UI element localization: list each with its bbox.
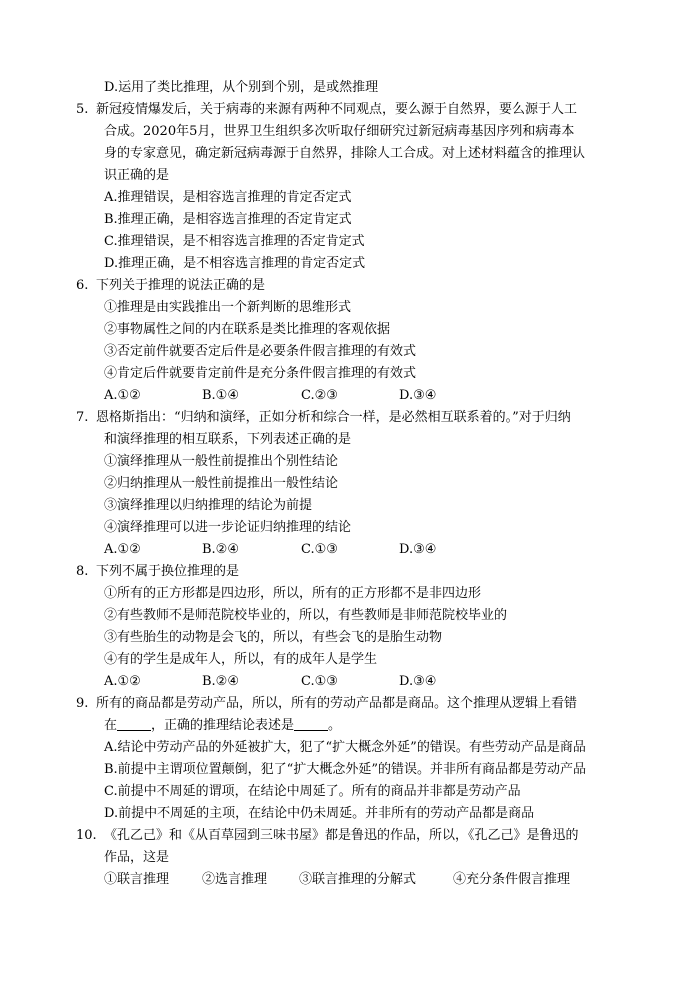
q5-option-c: C.推理错误，是不相容选言推理的否定肯定式 <box>104 234 365 249</box>
q9-stem-part-c: 。 <box>328 718 342 733</box>
q10-number: 10. <box>76 828 97 843</box>
q8-option-d: D.③④ <box>399 674 437 689</box>
q8-statement-2: ②有些教师不是师范院校毕业的，所以，有些教师是非师范院校毕业的 <box>104 608 508 623</box>
q5-option-b: B.推理正确，是相容选言推理的否定肯定式 <box>104 212 352 227</box>
q6-option-c: C.②③ <box>301 388 338 403</box>
q6-option-d: D.③④ <box>399 388 437 403</box>
q10-option-4: ④充分条件假言推理 <box>453 872 571 887</box>
answer-blank-2 <box>294 716 328 731</box>
q7-stem-line-2: 和演绎推理的相互联系，下列表述正确的是 <box>104 432 352 447</box>
q7-statement-3: ③演绎推理以归纳推理的结论为前提 <box>104 498 313 513</box>
q9-option-b: B.前提中主谓项位置颠倒，犯了“扩大概念外延”的错误。并非所有商品都是劳动产品 <box>104 762 586 777</box>
q7-option-c: C.①③ <box>301 542 338 557</box>
q6-stem: 下列关于推理的说法正确的是 <box>96 278 266 293</box>
q10-stem-line-2: 作品，这是 <box>104 850 170 865</box>
q7-stem-line-1: 恩格斯指出：“归纳和演绎，正如分析和综合一样，是必然相互联系着的。”对于归纳 <box>96 410 571 425</box>
q10-option-3: ③联言推理的分解式 <box>299 872 417 887</box>
q6-statement-2: ②事物属性之间的内在联系是类比推理的客观依据 <box>104 322 391 337</box>
q5-option-d: D.推理正确，是不相容选言推理的肯定否定式 <box>104 256 366 271</box>
answer-blank-1 <box>117 716 151 731</box>
q6-number: 6. <box>76 278 89 293</box>
q5-number: 5. <box>76 102 89 117</box>
q8-option-b: B.②④ <box>202 674 239 689</box>
q7-statement-1: ①演绎推理从一般性前提推出个别性结论 <box>104 454 339 469</box>
q10-stem-line-1: 《孔乙己》和《从百草园到三味书屋》都是鲁迅的作品，所以，《孔乙己》是鲁迅的 <box>104 828 579 843</box>
q7-option-d: D.③④ <box>399 542 437 557</box>
q9-stem-line-1: 所有的商品都是劳动产品，所以，所有的劳动产品都是商品。这个推理从逻辑上看错 <box>96 696 578 711</box>
q9-option-a: A.结论中劳动产品的外延被扩大，犯了“扩大概念外延”的错误。有些劳动产品是商品 <box>104 740 586 755</box>
q4-option-d: D.运用了类比推理，从个别到个别，是或然推理 <box>104 80 379 95</box>
q7-option-a: A.①② <box>104 542 141 557</box>
q6-statement-4: ④肯定后件就要肯定前件是充分条件假言推理的有效式 <box>104 366 417 381</box>
q8-number: 8. <box>76 564 89 579</box>
q9-stem-part-a: 在 <box>104 718 118 733</box>
q5-stem-line-2: 合成。2020年5月，世界卫生组织多次听取仔细研究过新冠病毒基因序列和病毒本 <box>104 124 575 139</box>
q7-number: 7. <box>76 410 89 425</box>
q7-statement-4: ④演绎推理可以进一步论证归纳推理的结论 <box>104 520 352 535</box>
q6-option-a: A.①② <box>104 388 141 403</box>
q10-option-1: ①联言推理 <box>104 872 170 887</box>
q7-statement-2: ②归纳推理从一般性前提推出一般性结论 <box>104 476 339 491</box>
q5-stem-line-4: 识正确的是 <box>104 168 170 183</box>
q9-stem-part-b: ，正确的推理结论表述是 <box>151 718 295 733</box>
q6-option-b: B.①④ <box>202 388 239 403</box>
q8-statement-4: ④有的学生是成年人，所以，有的成年人是学生 <box>104 652 378 667</box>
q9-number: 9. <box>76 696 89 711</box>
q5-stem-line-3: 身的专家意见，确定新冠病毒源于自然界，排除人工合成。对上述材料蕴含的推理认 <box>104 146 586 161</box>
q8-statement-3: ③有些胎生的动物是会飞的，所以，有些会飞的是胎生动物 <box>104 630 443 645</box>
q8-option-a: A.①② <box>104 674 141 689</box>
q7-option-b: B.②④ <box>202 542 239 557</box>
q6-statement-1: ①推理是由实践推出一个新判断的思维形式 <box>104 300 352 315</box>
q9-option-d: D.前提中不周延的主项，在结论中仍未周延。并非所有的劳动产品都是商品 <box>104 806 535 821</box>
q10-option-2: ②选言推理 <box>202 872 268 887</box>
q9-stem-line-2 <box>104 716 341 736</box>
q6-statement-3: ③否定前件就要否定后件是必要条件假言推理的有效式 <box>104 344 417 359</box>
q8-statement-1: ①所有的正方形都是四边形，所以，所有的正方形都不是非四边形 <box>104 586 482 601</box>
q9-option-c: C.前提中不周延的谓项，在结论中周延了。所有的商品并非都是劳动产品 <box>104 784 521 799</box>
q5-stem-line-1: 新冠疫情爆发后，关于病毒的来源有两种不同观点，要么源于自然界，要么源于人工 <box>96 102 578 117</box>
q5-option-a: A.推理错误，是相容选言推理的肯定否定式 <box>104 190 352 205</box>
q8-option-c: C.①③ <box>301 674 338 689</box>
q8-stem: 下列不属于换位推理的是 <box>96 564 240 579</box>
